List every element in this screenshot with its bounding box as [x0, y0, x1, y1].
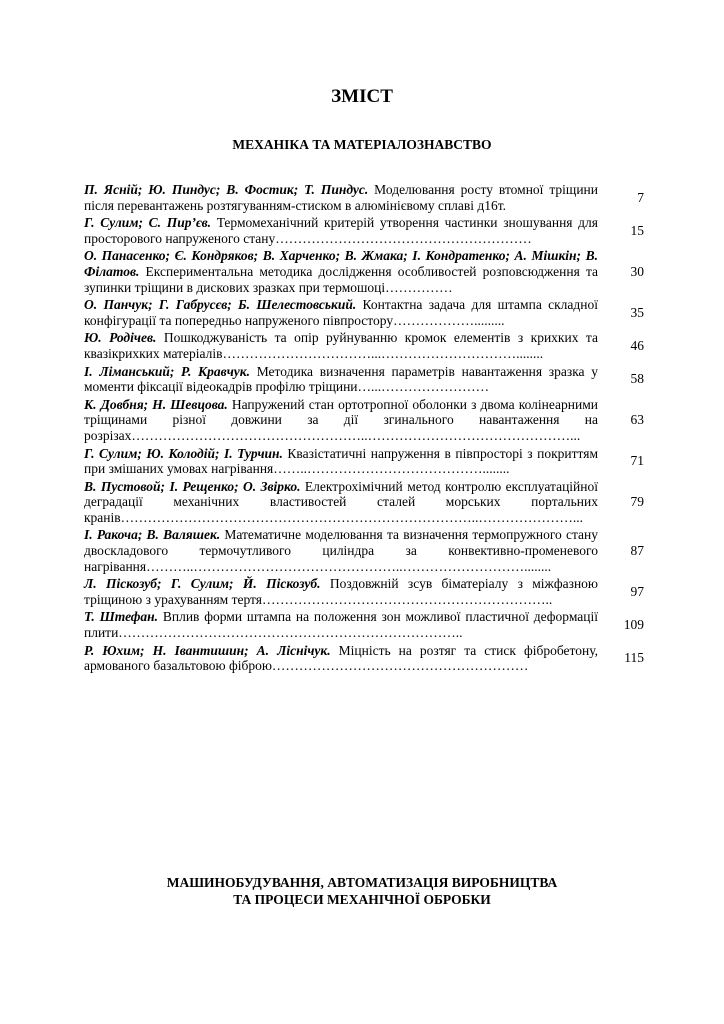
page-title: ЗМІСТ	[331, 86, 393, 107]
toc-entry-authors: О. Панчук; Г. Габрусєв; Б. Шелестовський.	[84, 297, 357, 313]
toc-entry-authors: К. Довбня; Н. Шевцова.	[84, 396, 228, 412]
toc-entry-title: Методика визначення параметрів навантаження зразка у моменти фіксації відеокадрів профілю тріщини…...……………………	[84, 363, 598, 395]
toc-page-number: 58	[630, 371, 644, 387]
toc-entry-authors: І. Ліманський; Р. Кравчук.	[84, 363, 250, 379]
toc-page-number: 46	[630, 337, 644, 353]
toc-entry-authors: Г. Сулим; Ю. Колодій; І. Турчин.	[84, 445, 283, 461]
toc-page-number: 7	[637, 189, 644, 205]
toc-page-number: 115	[624, 650, 644, 666]
toc-entry[interactable]	[84, 643, 644, 674]
toc-entry-authors: П. Ясній; Ю. Пиндус; В. Фостик; Т. Пиндус.	[84, 182, 369, 197]
toc-page-number: 87	[630, 542, 644, 558]
toc-entry-authors: Ю. Родічев.	[84, 330, 157, 346]
toc-entry-title: Квазістатичні напруження в півпросторі з покриттям при змішаних умовах нагрівання……..…………………………………........	[84, 445, 598, 477]
section-heading-mechanics: МЕХАНІКА ТА МАТЕРІАЛОЗНАВСТВО	[232, 137, 492, 152]
toc-entry-text	[84, 248, 598, 295]
toc-entry[interactable]	[84, 297, 644, 328]
toc-entry-text	[84, 609, 598, 640]
toc-entry-authors: Г. Сулим; С. Пир’єв.	[84, 215, 212, 231]
toc-entry-authors: Т. Штефан.	[84, 609, 159, 625]
toc-entry[interactable]	[84, 215, 644, 246]
toc-entry[interactable]	[84, 364, 644, 395]
toc-entry-authors: Р. Юхим; Н. Івантишин; А. Ліснічук.	[84, 642, 331, 658]
toc-entry-text	[84, 643, 598, 674]
toc-page-number: 109	[623, 617, 644, 633]
toc-entry[interactable]	[84, 182, 644, 213]
toc-entry[interactable]	[84, 248, 644, 295]
toc-page-number: 63	[630, 412, 644, 428]
toc-page-number: 79	[630, 494, 644, 510]
toc-page-number: 30	[630, 263, 644, 279]
toc-entry-title: Моделювання росту втомної тріщини після перевантажень розтягуванням-стиском в алюмінієвому сплаві д16т.	[84, 182, 599, 213]
toc-entry-text	[84, 330, 598, 361]
toc-entry-text	[84, 397, 598, 444]
section-heading-engineering	[0, 874, 724, 908]
toc-entry[interactable]	[84, 397, 644, 444]
toc-entry-title: Контактна задача для штампа складної конфігурації та попередньо напруженого півпростору……………….........	[84, 297, 598, 328]
toc-page-number: 35	[630, 304, 644, 320]
toc-entry-text	[84, 297, 598, 328]
toc-entry-title: Пошкоджуваність та опір руйнуванню кромок елементів з крихких та квазікрихких матеріалів……………………………...…………………………........	[84, 330, 598, 361]
toc-entry-text	[84, 215, 598, 246]
section-heading-line: ТА ПРОЦЕСИ МЕХАНІЧНОЇ ОБРОБКИ	[233, 892, 491, 907]
toc-entry-title: Термомеханічний критерій утворення частинки зношування для просторового напруженого стану…………………………………………………	[84, 215, 598, 246]
toc-entry[interactable]	[84, 609, 644, 640]
toc-entry[interactable]	[84, 446, 644, 477]
toc-entry[interactable]	[84, 479, 644, 526]
toc-entry-title: Напружений стан ортотропної оболонки з двома колінеарними тріщинами різної довжини за дії згинального навантаження на розрізах……………………………………………..………………………………………...	[84, 396, 598, 443]
toc-entry-title: Міцність на розтяг та стиск фібробетону, армованого базальтовою фіброю…………………………………………………	[84, 642, 598, 674]
toc-entry-text	[84, 527, 598, 574]
toc-entry-title: Електрохімічний метод контролю експлуатаційної деградації механічних властивостей сталей морських портальних кранів……………………………………………………………………..…………………...	[84, 478, 598, 525]
toc-entry-text	[84, 576, 598, 607]
section-heading-line: МАШИНОБУДУВАННЯ, АВТОМАТИЗАЦІЯ ВИРОБНИЦТВА	[166, 875, 558, 890]
toc-entry-text	[84, 182, 598, 213]
toc-entry[interactable]	[84, 576, 644, 607]
toc-entry[interactable]	[84, 330, 644, 361]
toc-entry-text	[84, 446, 598, 477]
toc-entry-authors: Л. Піскозуб; Г. Сулим; Й. Піскозуб.	[84, 576, 321, 592]
toc-page-number: 97	[630, 583, 644, 599]
toc-entry-title: Експериментальна методика дослідження особливостей розповсюдження та зупинки тріщини в дискових зразках при термошоці……………	[84, 263, 598, 295]
toc-entry-authors: В. Пустовой; І. Рещенко; О. Звірко.	[84, 478, 301, 494]
toc-entry-title: Поздовжній зсув біматеріалу з міжфазною тріщиною з урахуванням тертя………………………………………………………..	[84, 576, 598, 607]
toc-entry-text	[84, 479, 598, 526]
toc-page-number: 71	[630, 453, 644, 469]
toc-entry-authors: І. Ракоча; В. Валяшек.	[84, 527, 221, 543]
toc-entry-authors: О. Панасенко; Є. Кондряков; В. Харченко; В. Жмака; І. Кондратенко; А. Мішкін; В. Філатов.	[84, 248, 598, 279]
toc-list	[84, 182, 644, 676]
toc-entry-title: Математичне моделювання та визначення термопружного стану двоскладового термочутливого циліндра за конвективно-променевого нагрівання………..………………………………………..………………………........	[84, 527, 598, 574]
toc-page-number: 15	[630, 222, 644, 238]
toc-entry-text	[84, 364, 598, 395]
toc-entry[interactable]	[84, 527, 644, 574]
toc-entry-title: Вплив форми штампа на положення зон можливої пластичної деформації плити…………………………………………………………………..	[84, 609, 598, 641]
